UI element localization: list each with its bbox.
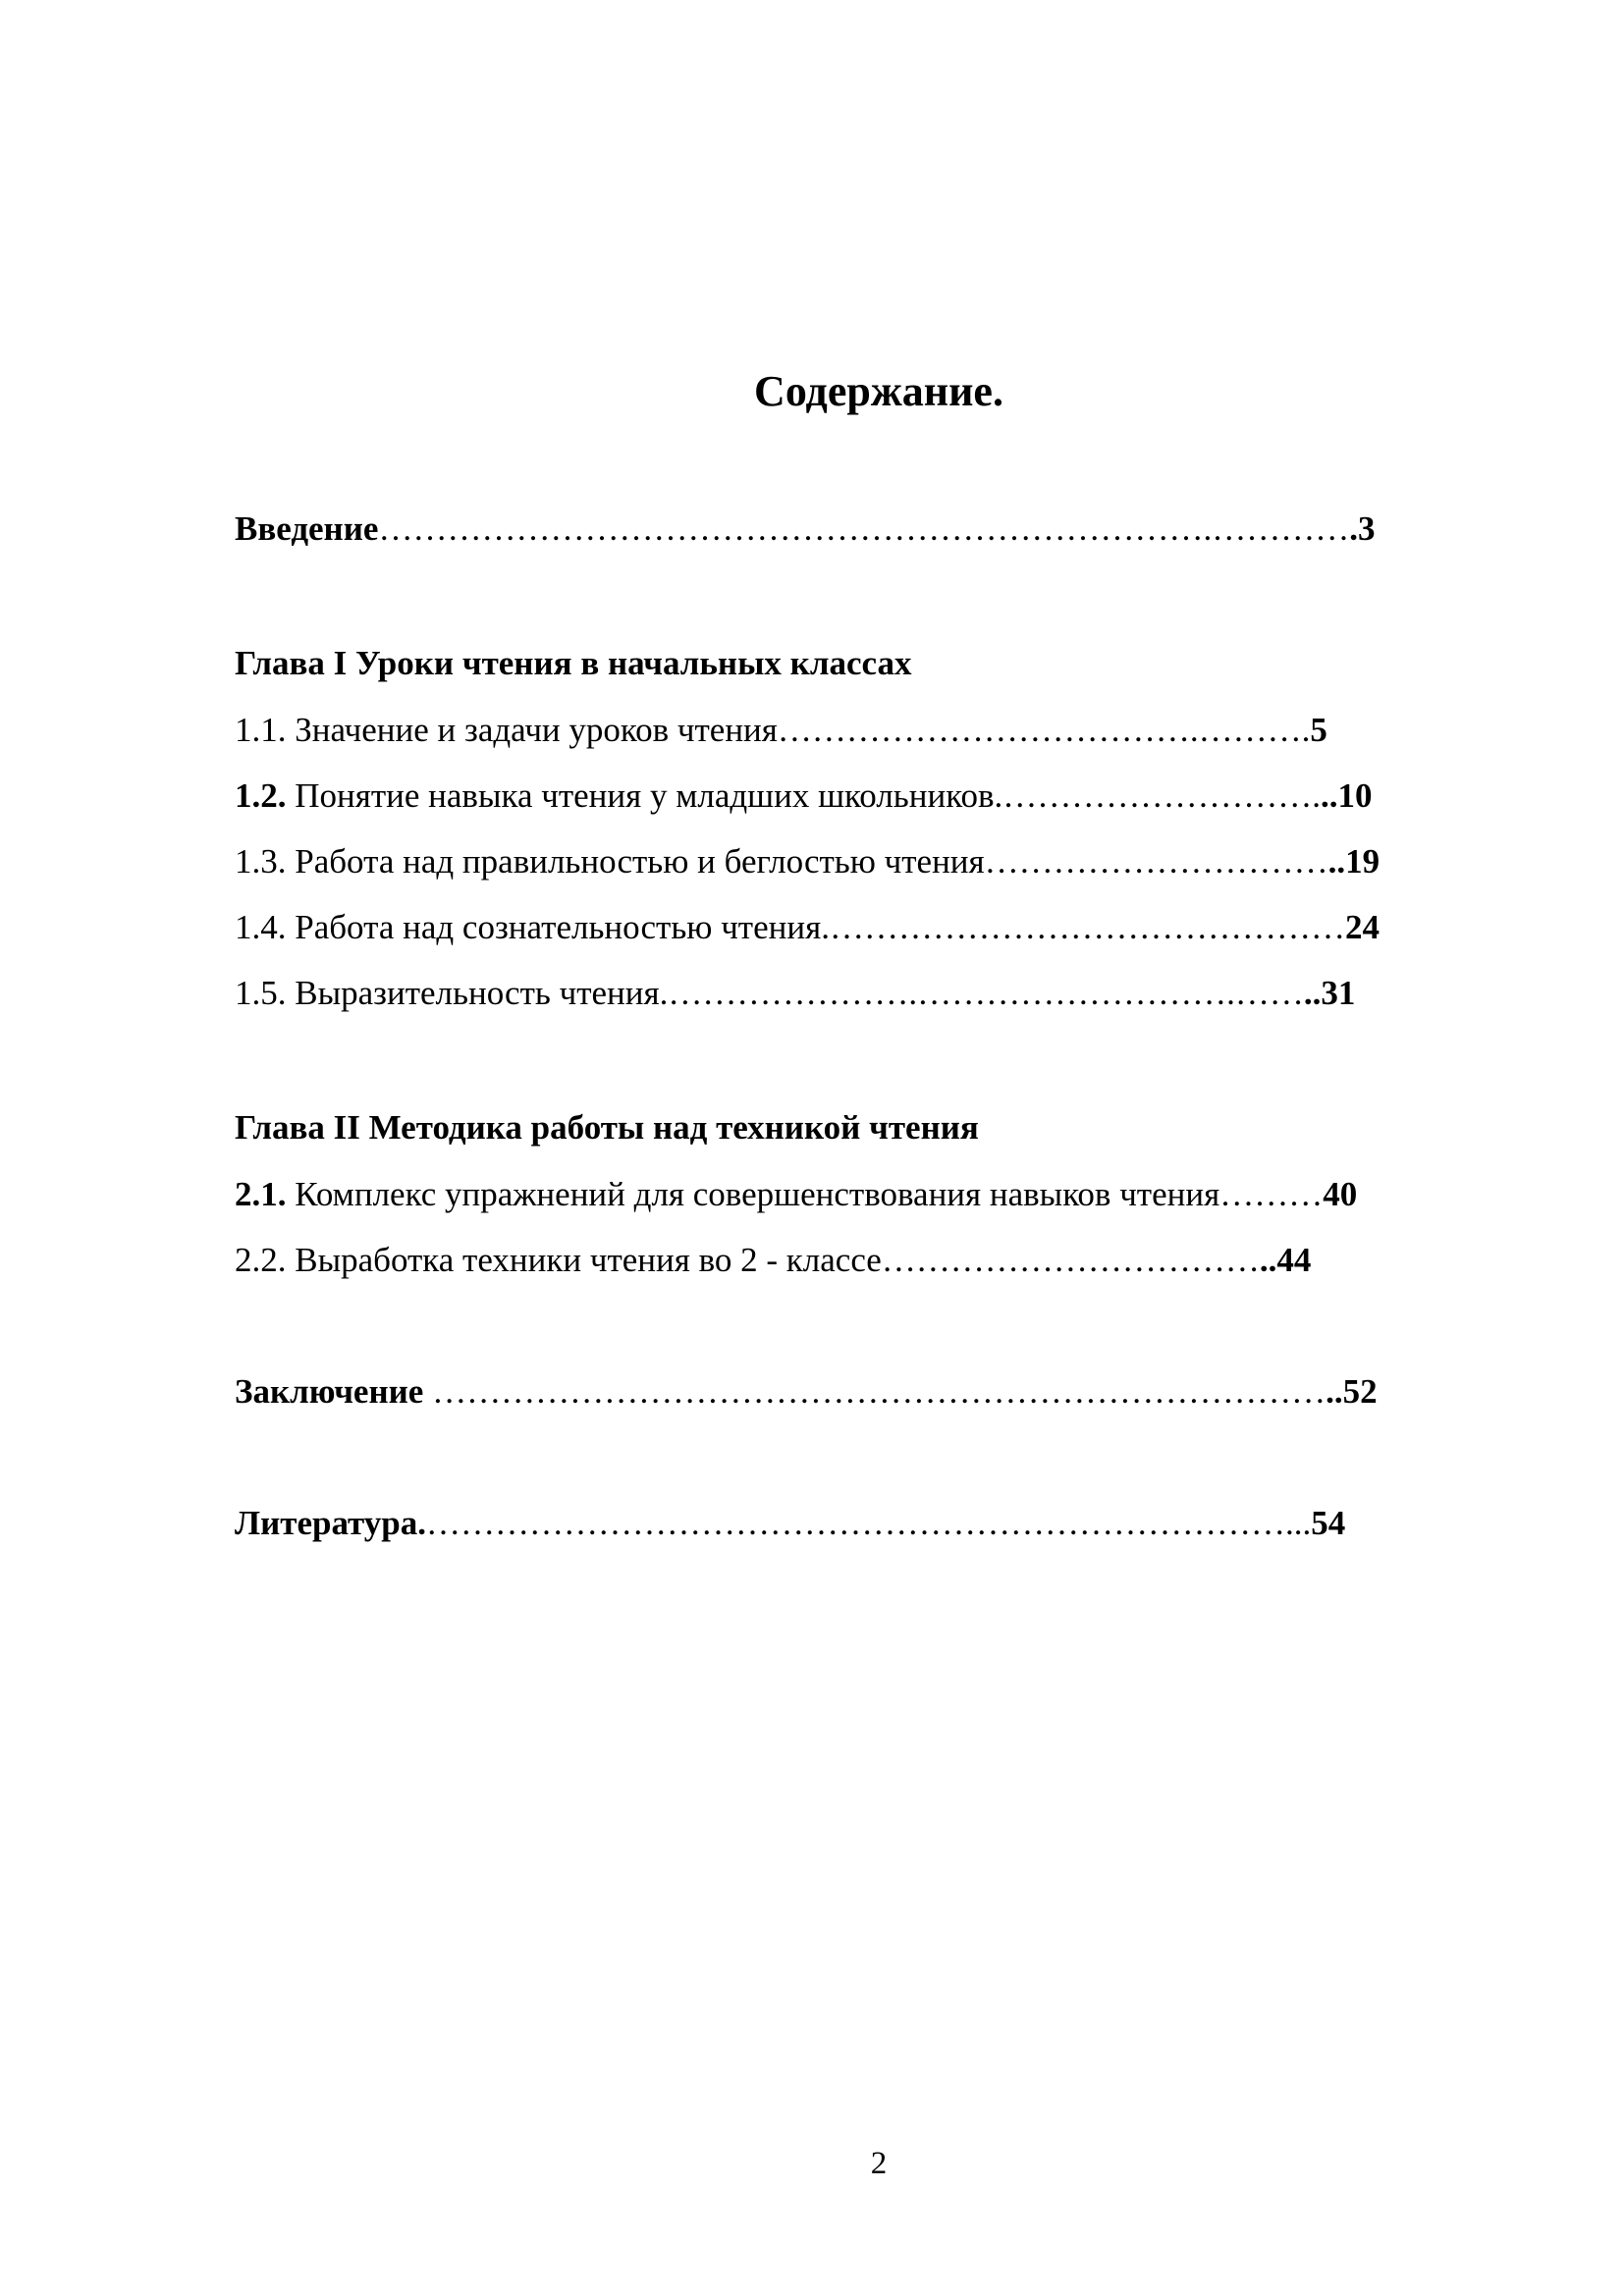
toc-entry-label: Комплекс упражнений для совершенствования навыков чтения (286, 1175, 1220, 1213)
toc-entry-1-1[interactable] (235, 709, 1327, 752)
toc-page-number: .3 (1349, 509, 1376, 548)
toc-entry-2-2[interactable] (235, 1239, 1311, 1282)
toc-page-number: 40 (1323, 1175, 1358, 1213)
toc-page-number: 5 (1310, 711, 1327, 749)
toc-entry-label: Значение и задачи уроков чтения (286, 711, 778, 749)
toc-entry-label: Введение (235, 509, 379, 548)
toc-entry-1-5[interactable] (235, 972, 1355, 1015)
toc-entry-label: Выразительность чтения. (286, 974, 669, 1012)
toc-entry-label: Работа над сознательностью чтения. (286, 908, 830, 946)
toc-page-number: ..31 (1303, 974, 1356, 1012)
page-title: Содержание. (754, 367, 1003, 415)
section-number: 1.3. (235, 842, 287, 881)
section-number: 1.1. (235, 711, 287, 749)
toc-entry-2-1[interactable] (235, 1173, 1357, 1216)
toc-entry-1-3[interactable] (235, 840, 1380, 883)
toc-leader-dots: ……………………………………… (829, 908, 1345, 946)
toc-leader-dots: ………………………… (984, 842, 1328, 881)
toc-leader-dots: ……………………………………………………………….………… (378, 509, 1350, 548)
toc-page-number: ..52 (1326, 1372, 1378, 1411)
toc-page-number: ..44 (1259, 1241, 1312, 1279)
toc-leader-dots: ………………….……………………….…… (668, 974, 1304, 1012)
toc-leader-dots: ……… (1219, 1175, 1324, 1213)
toc-entry-literature[interactable] (235, 1502, 1345, 1545)
chapter-2-heading[interactable]: Глава II Методика работы над техникой чтения (235, 1108, 979, 1147)
toc-entry-1-2[interactable] (235, 774, 1372, 818)
toc-entry-conclusion[interactable] (235, 1370, 1378, 1414)
toc-page-number: ..10 (1320, 776, 1373, 815)
toc-entry-label: Понятие навыка чтения у младших школьников. (286, 776, 1003, 815)
toc-leader-dots: …………………………………………………………………... (425, 1504, 1312, 1542)
toc-entry-label: Работа над правильностью и беглостью чтения (286, 842, 985, 881)
section-number: 2.1. (235, 1175, 287, 1213)
toc-entry-1-4[interactable] (235, 906, 1380, 949)
toc-entry-introduction[interactable] (235, 507, 1375, 551)
toc-entry-label: Литература. (235, 1504, 426, 1542)
page-footer-number: 2 (870, 2146, 888, 2181)
section-number: 1.2. (235, 776, 287, 815)
toc-page-number: 24 (1344, 908, 1380, 946)
chapter-1-heading[interactable]: Глава I Уроки чтения в начальных классах (235, 644, 912, 682)
toc-leader-dots: …………………………………………………………………… (432, 1372, 1326, 1411)
toc-page-number: 54 (1311, 1504, 1346, 1542)
section-number: 2.2. (235, 1241, 287, 1279)
section-number: 1.5. (235, 974, 287, 1012)
toc-entry-label: Заключение (235, 1372, 433, 1411)
toc-leader-dots: ……………………………….………. (777, 711, 1311, 749)
toc-leader-dots: ………………………. (1002, 776, 1321, 815)
toc-entry-label: Выработка техники чтения во 2 - классе (286, 1241, 882, 1279)
toc-leader-dots: …………………………… (881, 1241, 1260, 1279)
toc-page-number: ..19 (1327, 842, 1380, 881)
section-number: 1.4. (235, 908, 287, 946)
